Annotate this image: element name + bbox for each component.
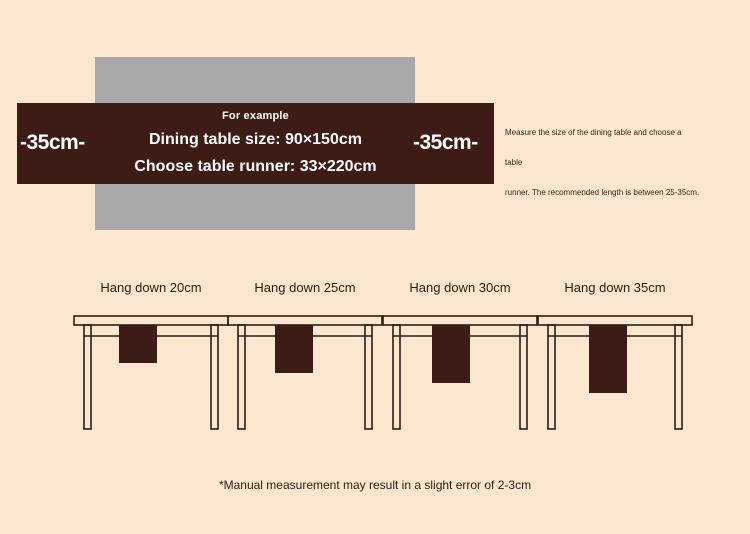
note-line-2: runner. The recommended length is between 25-35cm. xyxy=(505,188,700,197)
example-label: For example xyxy=(221,110,289,122)
hang-down-label: Hang down 30cm xyxy=(409,280,511,295)
table-illustration xyxy=(220,308,390,433)
table-illustration xyxy=(66,308,236,433)
example-diagram xyxy=(0,0,750,260)
hang-down-label: Hang down 35cm xyxy=(564,280,666,295)
hang-down-label: Hang down 25cm xyxy=(254,280,356,295)
hang-down-panel xyxy=(66,280,236,450)
table-illustration xyxy=(375,308,545,433)
footnote-text: *Manual measurement may result in a slight error of 2-3cm xyxy=(218,478,532,492)
hang-down-panel xyxy=(530,280,700,450)
hang-down-comparison xyxy=(0,280,750,534)
overhang-left-label: -35cm- xyxy=(20,131,85,154)
overhang-right-label: -35cm- xyxy=(413,131,478,154)
table-illustration xyxy=(530,308,700,433)
note-line-1: Measure the size of the dining table and choose a table xyxy=(505,128,682,167)
dining-table-size-text: Dining table size: 90×150cm xyxy=(149,131,362,148)
hang-down-label: Hang down 20cm xyxy=(100,280,202,295)
measurement-note xyxy=(505,118,700,208)
hang-down-panel xyxy=(375,280,545,450)
table-runner-size-text: Choose table runner: 33×220cm xyxy=(134,158,377,175)
hang-down-panel xyxy=(220,280,390,450)
